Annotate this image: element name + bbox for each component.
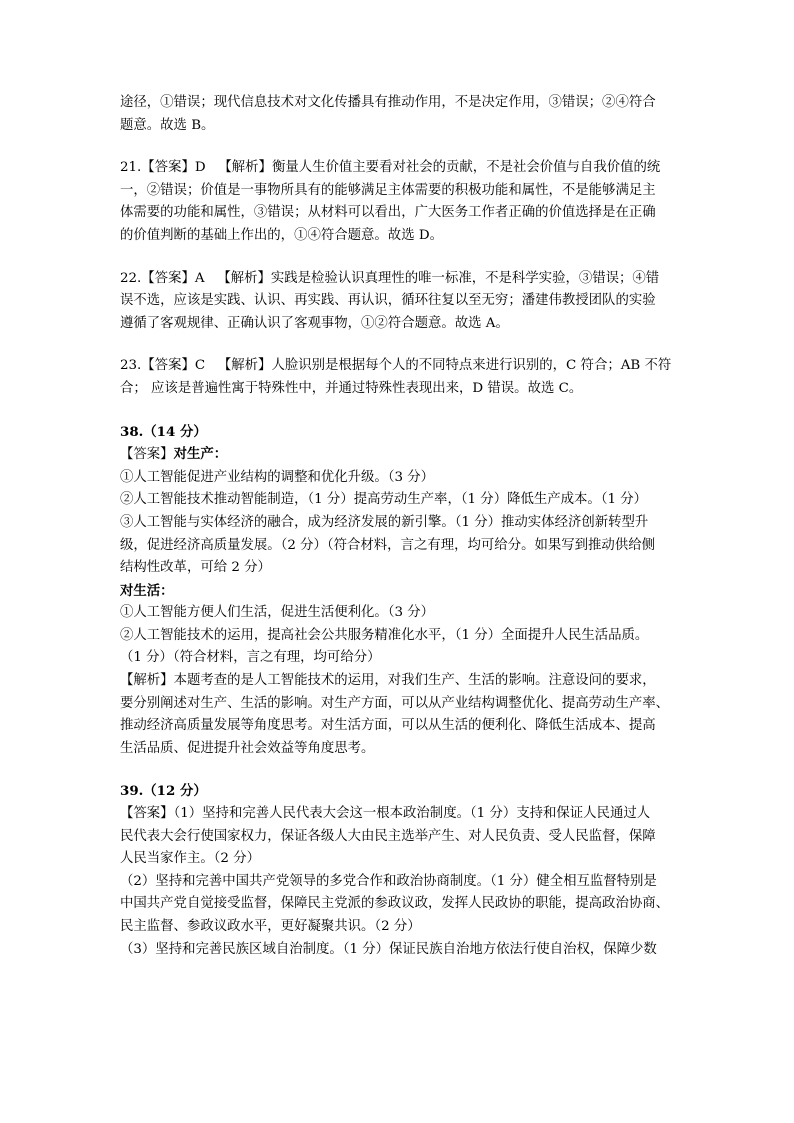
analysis-label: 【解析】 xyxy=(120,673,174,689)
text-line: 途径，①错误；现代信息技术对文化传播具有推动作用，不是决定作用，③错误；②④符合 xyxy=(120,95,656,110)
text-line xyxy=(120,443,678,467)
text-line: 生活品质、促进提升社会效益等角度思考。 xyxy=(120,740,375,756)
text-line: ②人工智能技术推动智能制造，（1 分）提高劳动生产率，（1 分）降低生产成本。（1 分） xyxy=(120,492,648,508)
question-22 xyxy=(120,268,678,336)
text-line xyxy=(120,355,678,378)
text-line: ①人工智能方便人们生活，促进生活便利化。（3 分） xyxy=(120,605,435,621)
analysis-label: 【解析】 xyxy=(217,270,271,286)
text-line xyxy=(120,803,678,826)
subsection-title: 对生产： xyxy=(173,446,228,463)
text-line: 遵循了客观规律、正确认识了客观事物，①②符合题意。故选 A。 xyxy=(120,315,509,331)
text-span: 衡量人生价值主要看对社会的贡献，不是社会价值与自我价值的统 xyxy=(271,160,661,176)
text-line: （3）坚持和完善民族区域自治制度。（1 分）保证民族自治地方依法行使自治权，保障少数 xyxy=(120,941,657,957)
text-line: 人民当家作主。（2 分） xyxy=(120,851,260,867)
text-line: （2）坚持和完善中国共产党领导的多党合作和政治协商制度。（1 分）健全相互监督特别是 xyxy=(120,873,657,889)
text-line: 中国共产党自觉接受监督，保障民主党派的参政议政，发挥人民政协的职能，提高政治协商、 xyxy=(120,896,670,912)
text-line: ②人工智能技术的运用，提高社会公共服务精准化水平，（1 分）全面提升人民生活品质。 xyxy=(120,627,649,643)
question-21 xyxy=(120,157,678,247)
text-line: （1 分）（符合材料，言之有理，均可给分） xyxy=(120,650,381,666)
text-line xyxy=(120,670,678,693)
text-line: 的价值判断的基础上作出的，①④符合题意。故选 D。 xyxy=(120,227,443,243)
text-line: 民代表大会行使国家权力，保证各级人大由民主选举产生、对人民负责、受人民监督，保障 xyxy=(120,828,656,844)
text-line: 级，促进经济高质量发展。（2 分）（符合材料，言之有理，均可给分。如果写到推动供给侧 xyxy=(120,537,655,553)
question-header: 39.（12 分） xyxy=(120,783,207,800)
text-line: 结构性改革，可给 2 分） xyxy=(120,560,271,576)
text-line: 体需要的功能和属性，③错误；从材料可以看出，广大医务工作者正确的价值选择是在正确 xyxy=(120,205,656,221)
analysis-label: 【解析】 xyxy=(218,160,272,176)
text-span: 实践是检验认识真理性的唯一标准，不是科学实验，③错误；④错 xyxy=(270,270,660,286)
answer-label: 【答案】 xyxy=(141,160,195,176)
subsection-title: 对生活： xyxy=(120,582,174,599)
text-line: ①人工智能促进产业结构的调整和优化升级。（3 分） xyxy=(120,469,435,485)
answer-label: 【答案】 xyxy=(120,447,174,463)
text-line: 要分别阐述对生产、生活的影响。对生产方面，可以从产业结构调整优化、提高劳动生产率、 xyxy=(120,695,670,711)
text-line: 一，②错误；价值是一事物所具有的能够满足主体需要的积极功能和属性，不是能够满足主 xyxy=(120,182,656,198)
answer-label: 【答案】 xyxy=(120,806,174,822)
question-number: 22. xyxy=(120,270,142,286)
question-38 xyxy=(120,421,678,761)
question-39 xyxy=(120,780,678,961)
text-line: 民主监督、参政议政水平，更好凝聚共识。（2 分） xyxy=(120,919,421,934)
text-span: （1）坚持和完善人民代表大会这一根本政治制度。（1 分）支持和保证人民通过人 xyxy=(173,806,651,822)
question-header: 38.（14 分） xyxy=(120,423,207,440)
text-line xyxy=(120,268,678,291)
answer-label: 【答案】 xyxy=(141,358,195,374)
document-page xyxy=(120,92,678,961)
question-number: 21. xyxy=(120,160,142,176)
text-line xyxy=(120,157,678,180)
text-line: ③人工智能与实体经济的融合，成为经济发展的新引擎。（1 分）推动实体经济创新转型升 xyxy=(120,514,649,530)
text-line: 题意。故选 B。 xyxy=(120,117,215,133)
question-23 xyxy=(120,355,678,400)
text-span: 本题考查的是人工智能技术的运用，对我们生产、生活的影响。注意设问的要求， xyxy=(173,673,656,689)
question-number: 23. xyxy=(120,358,142,374)
text-line: 合； 应该是普遍性寓于特殊性中，并通过特殊性表现出来，D 错误。故选 C。 xyxy=(120,380,583,396)
answer-value: D xyxy=(194,160,206,176)
block-q20-continuation xyxy=(120,92,678,137)
answer-value: C xyxy=(194,358,206,374)
analysis-label: 【解析】 xyxy=(217,358,272,374)
answer-label: 【答案】 xyxy=(141,270,195,286)
text-line: 推动经济高质量发展等角度思考。对生活方面，可以从生活的便利化、降低生活成本、提高 xyxy=(120,718,656,734)
text-span: 人脸识别是根据每个人的不同特点来进行识别的，C 符合；AB 不符 xyxy=(271,358,672,374)
text-line: 误不选，应该是实践、认识、再实践、再认识，循环往复以至无穷；潘建伟教授团队的实验 xyxy=(120,293,656,309)
answer-value: A xyxy=(194,270,205,286)
